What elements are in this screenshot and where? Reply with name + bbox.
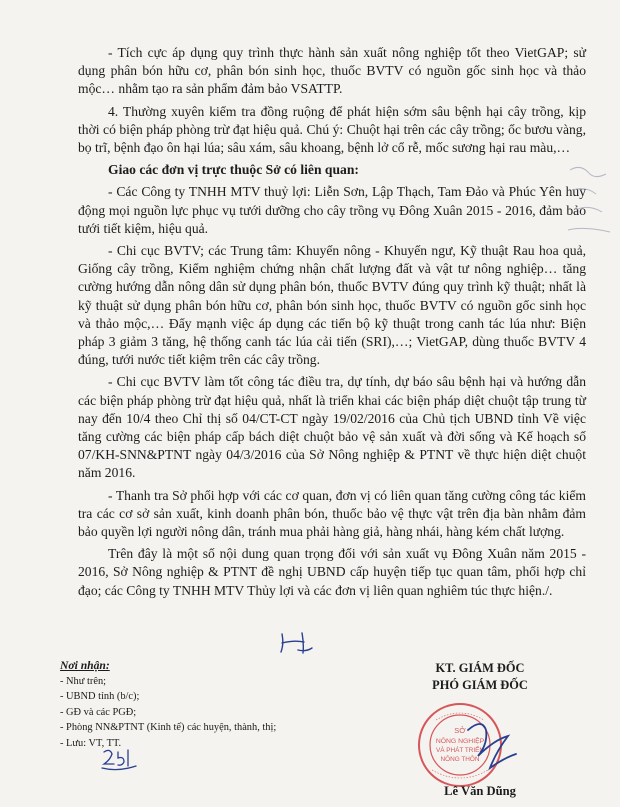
margin-handwriting: [566, 160, 620, 250]
section-heading-units: Giao các đơn vị trực thuộc Sở có liên quan:: [108, 162, 359, 178]
recipient-item: - GĐ và các PGĐ;: [60, 706, 137, 718]
seal-line-4: NÔNG THÔN: [440, 756, 480, 763]
paragraph-bvtv-centers: - Chi cục BVTV; các Trung tâm: Khuyến nông - Khuyến ngư, Kỹ thuật Rau hoa quả, Giống cây trồng, Kiểm nghiệm chứng nhận chất lượng đất và vật tư nông nghiệp… tăng cường hướng dẫn nông dân sử dụng phân bón, thuốc BVTV đúng quy trình kỹ thuật; nhất là kỹ thuật sử dụng phân bón hữu cơ, phân bón sinh học, thuốc BVTV có nguồn gốc sinh học và thảo mộc,… Đẩy mạnh việc áp dụng các tiến bộ kỹ thuật trong canh tác lúa như: Biện pháp 3 giảm 3 tăng, hệ thống canh tác lúa cải tiến (SRI),…; VietGAP, dùng thuốc BVTV 4 đúng, tưới nước tiết kiệm trên các cây trồng.: [78, 243, 586, 368]
paragraph-vietgap: - Tích cực áp dụng quy trình thực hành sản xuất nông nghiệp tốt theo VietGAP; sử dụng phân bón hữu cơ, phân bón sinh học, thuốc BVTV có nguồn gốc sinh học và thảo mộc… nhằm tạo ra sản phẩm đảm bảo VSATTP.: [78, 45, 586, 97]
paragraph-field-inspection: 4. Thường xuyên kiểm tra đồng ruộng để phát hiện sớm sâu bệnh hại cây trồng, kịp thời có biện pháp phòng trừ đạt hiệu quả. Chú ý: Chuột hại trên các cây trồng; ốc bươu vàng, bọ trĩ, bệnh đạo ôn hại lúa; sâu xám, sâu khoang, bệnh lở cổ rễ, mốc sương hại rau màu,…: [78, 103, 586, 156]
initial-mark: [276, 630, 316, 656]
recipients-block: [60, 658, 390, 752]
paragraph-inspection: - Thanh tra Sở phối hợp với các cơ quan, đơn vị có liên quan tăng cường công tác kiểm tra các cơ sở sản xuất, kinh doanh phân bón, thuốc bảo vệ thực vật trên địa bàn nhằm đảm bảo quyền lợi người nông dân, tránh mua phải hàng giả, hàng nhái, hàng kém chất lượng.: [78, 487, 586, 540]
seal-line-3: VÀ PHÁT TRIỂN: [435, 747, 485, 754]
signer-name: Lê Văn Dũng: [444, 784, 516, 798]
signer-title: [360, 660, 600, 694]
document-body: [78, 44, 586, 604]
document-footer: [60, 658, 600, 807]
seal-line-1: SỞ: [454, 726, 466, 735]
handwritten-count: [100, 746, 140, 774]
recipients-heading: Nơi nhận:: [60, 659, 110, 672]
recipient-item: - Phòng NN&PTNT (Kinh tế) các huyện, thành, thị;: [60, 722, 277, 734]
official-seal-icon: [416, 700, 524, 790]
signer-role-line2: PHÓ GIÁM ĐỐC: [432, 678, 528, 692]
paragraph-irrigation-companies: - Các Công ty TNHH MTV thuỷ lợi: Liễn Sơn, Lập Thạch, Tam Đảo và Phúc Yên huy động mọi nguồn lực phục vụ tưới dưỡng cho cây trồng vụ Đông Xuân 2015 - 2016, đảm bảo tưới tiết kiệm, hiệu quả.: [78, 184, 586, 236]
recipient-item: - Lưu: VT, TT.: [60, 737, 122, 749]
paragraph-rat-control: - Chi cục BVTV làm tốt công tác điều tra, dự tính, dự báo sâu bệnh hại và hướng dẫn các biện pháp phòng trừ đạt hiệu quả, nhất là triển khai các biện pháp diệt chuột tập trung từ nay đến 10/4 theo Chỉ thị số 04/CT-CT ngày 19/02/2016 của Chủ tịch UBND tỉnh Về việc tăng cường các biện pháp cấp bách diệt chuột bảo vệ sản xuất và đời sống và Kế hoạch số 07/KH-SNN&PTNT ngày 04/3/2016 của Sở Nông nghiệp & PTNT về thực hiện diệt chuột năm 2016.: [78, 374, 586, 481]
seal-line-2: NÔNG NGHIỆP: [435, 738, 485, 745]
recipient-item: - UBND tỉnh (b/c);: [60, 691, 140, 703]
paragraph-conclusion: Trên đây là một số nội dung quan trọng đối với sản xuất vụ Đông Xuân năm 2015 - 2016, Sở Nông nghiệp & PTNT đề nghị UBND cấp huyện tiếp tục quan tâm, phối hợp chỉ đạo; các Công ty TNHH MTV Thủy lợi và các đơn vị liên quan nghiêm túc thực hiện./.: [78, 546, 586, 598]
signer-role-line1: KT. GIÁM ĐỐC: [435, 661, 525, 675]
recipient-item: - Như trên;: [60, 675, 107, 687]
